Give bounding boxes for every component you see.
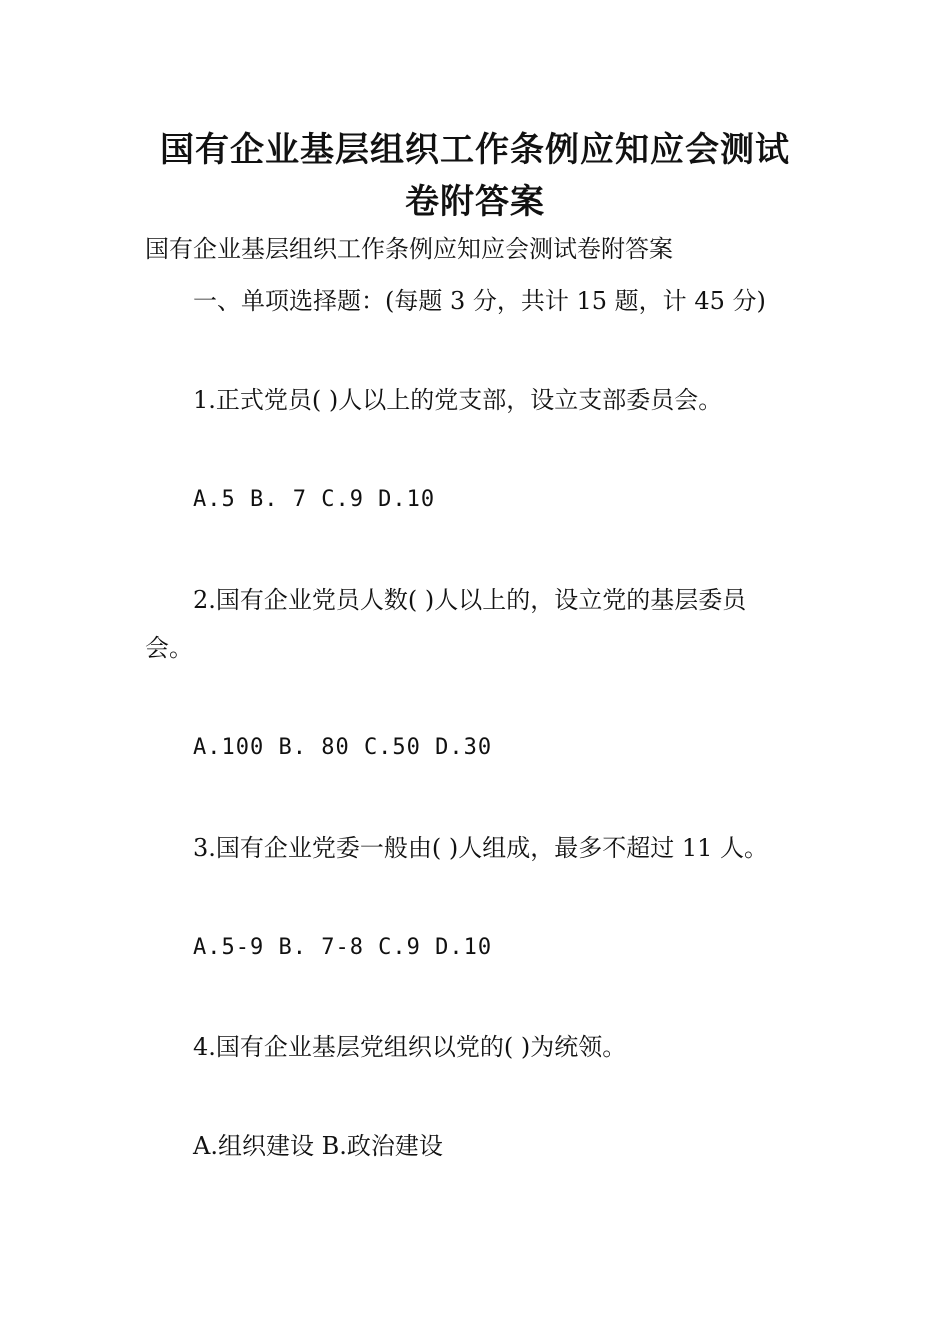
question-1-options: A.5 B. 7 C.9 D.10: [193, 487, 436, 512]
question-2-options: A.100 B. 80 C.50 D.30: [193, 735, 493, 760]
question-2-text-line-1: 2.国有企业党员人数( )人以上的，设立党的基层委员: [193, 586, 747, 614]
question-1-text: 1.正式党员( )人以上的党支部，设立支部委员会。: [193, 386, 723, 414]
question-3-text: 3.国有企业党委一般由( )人组成，最多不超过 11 人。: [193, 834, 769, 862]
question-4-text: 4.国有企业基层党组织以党的( )为统领。: [193, 1033, 627, 1061]
document-subtitle: 国有企业基层组织工作条例应知应会测试卷附答案: [145, 235, 673, 263]
document-title-line-2: 卷附答案: [405, 182, 545, 222]
question-4-options: A.组织建设 B.政治建设: [193, 1132, 443, 1160]
question-2-text-line-2: 会。: [145, 634, 193, 662]
section-heading: 一、单项选择题：(每题 3 分，共计 15 题，计 45 分): [193, 287, 766, 315]
document-title-line-1: 国有企业基层组织工作条例应知应会测试: [160, 130, 790, 170]
question-3-options: A.5-9 B. 7-8 C.9 D.10: [193, 935, 493, 960]
